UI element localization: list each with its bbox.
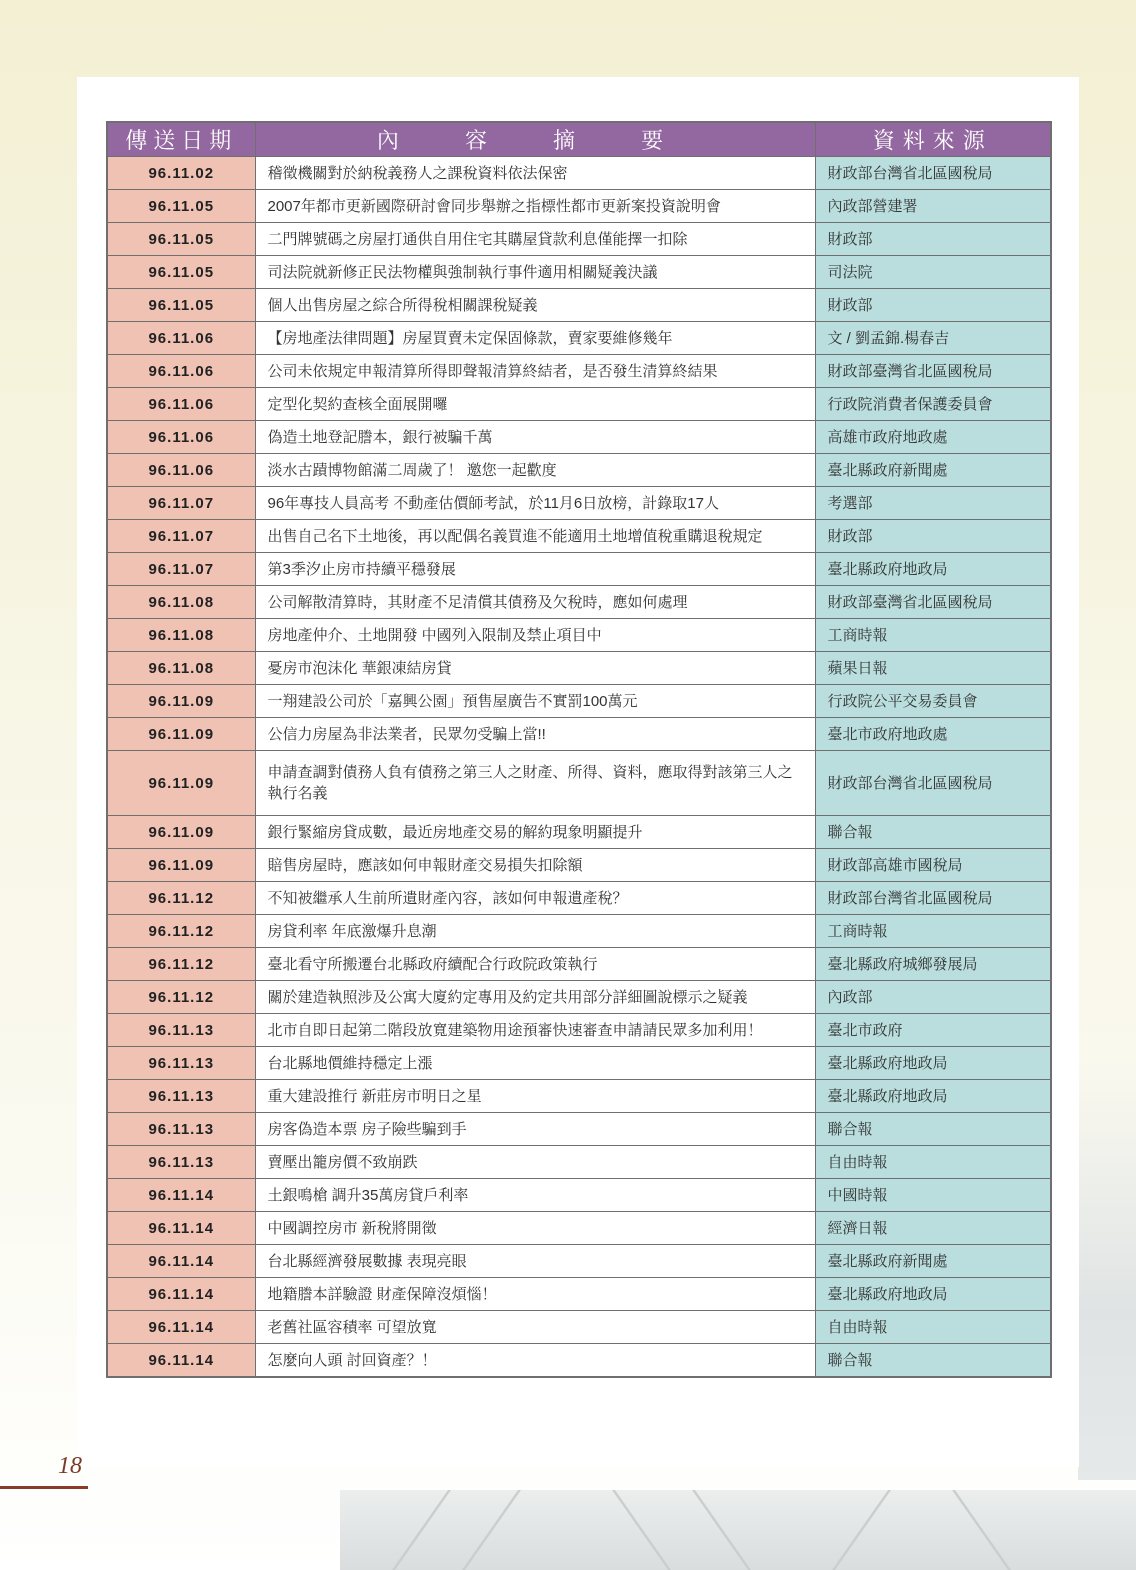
date-cell: 96.11.07 <box>107 520 255 553</box>
summary-cell: 2007年都市更新國際研討會同步舉辦之指標性都市更新案投資說明會 <box>255 190 815 223</box>
table-row <box>107 948 1051 981</box>
table-row <box>107 157 1051 190</box>
news-table <box>106 121 1052 1378</box>
source-cell: 司法院 <box>815 256 1051 289</box>
table-row <box>107 1212 1051 1245</box>
summary-cell: 中國調控房市 新稅將開徵 <box>255 1212 815 1245</box>
date-cell: 96.11.12 <box>107 882 255 915</box>
source-cell: 考選部 <box>815 487 1051 520</box>
table-row <box>107 1047 1051 1080</box>
summary-cell: 第3季汐止房市持續平穩發展 <box>255 553 815 586</box>
summary-cell: 稽徵機關對於納稅義務人之課稅資料依法保密 <box>255 157 815 190</box>
date-cell: 96.11.14 <box>107 1245 255 1278</box>
table-row <box>107 1014 1051 1047</box>
source-cell: 自由時報 <box>815 1146 1051 1179</box>
background-photo <box>340 1490 1136 1570</box>
source-cell: 臺北縣政府地政局 <box>815 1080 1051 1113</box>
summary-cell: 二門牌號碼之房屋打通供自用住宅其購屋貸款利息僅能擇一扣除 <box>255 223 815 256</box>
table-row <box>107 1113 1051 1146</box>
summary-cell: 一翔建設公司於「嘉興公園」預售屋廣告不實罰100萬元 <box>255 685 815 718</box>
date-cell: 96.11.12 <box>107 915 255 948</box>
date-cell: 96.11.06 <box>107 454 255 487</box>
source-cell: 財政部 <box>815 223 1051 256</box>
source-cell: 財政部 <box>815 289 1051 322</box>
summary-cell: 定型化契約查核全面展開囉 <box>255 388 815 421</box>
source-cell: 臺北縣政府地政局 <box>815 1047 1051 1080</box>
source-cell: 臺北縣政府新聞處 <box>815 1245 1051 1278</box>
source-cell: 自由時報 <box>815 1311 1051 1344</box>
date-cell: 96.11.13 <box>107 1146 255 1179</box>
date-cell: 96.11.13 <box>107 1113 255 1146</box>
date-cell: 96.11.06 <box>107 322 255 355</box>
table-row <box>107 1344 1051 1378</box>
source-cell: 內政部營建署 <box>815 190 1051 223</box>
table-row <box>107 322 1051 355</box>
source-cell: 財政部台灣省北區國稅局 <box>815 882 1051 915</box>
summary-cell: 公信力房屋為非法業者，民眾勿受騙上當!! <box>255 718 815 751</box>
date-cell: 96.11.14 <box>107 1311 255 1344</box>
table-row <box>107 619 1051 652</box>
date-cell: 96.11.05 <box>107 223 255 256</box>
table-row <box>107 586 1051 619</box>
table-row <box>107 1146 1051 1179</box>
date-cell: 96.11.02 <box>107 157 255 190</box>
table-row <box>107 1245 1051 1278</box>
summary-cell: 老舊社區容積率 可望放寬 <box>255 1311 815 1344</box>
table-row <box>107 256 1051 289</box>
date-cell: 96.11.14 <box>107 1344 255 1378</box>
source-cell: 財政部 <box>815 520 1051 553</box>
table-row <box>107 553 1051 586</box>
summary-cell: 96年專技人員高考 不動產估價師考試，於11月6日放榜，計錄取17人 <box>255 487 815 520</box>
date-cell: 96.11.09 <box>107 751 255 816</box>
date-cell: 96.11.08 <box>107 619 255 652</box>
date-cell: 96.11.13 <box>107 1014 255 1047</box>
summary-cell: 台北縣經濟發展數據 表現亮眼 <box>255 1245 815 1278</box>
source-cell: 內政部 <box>815 981 1051 1014</box>
source-cell: 臺北市政府地政處 <box>815 718 1051 751</box>
summary-cell: 【房地產法律問題】房屋買賣未定保固條款，賣家要維修幾年 <box>255 322 815 355</box>
summary-cell: 偽造土地登記謄本，銀行被騙千萬 <box>255 421 815 454</box>
date-cell: 96.11.14 <box>107 1179 255 1212</box>
summary-cell: 銀行緊縮房貸成數，最近房地產交易的解約現象明顯提升 <box>255 816 815 849</box>
source-cell: 財政部台灣省北區國稅局 <box>815 157 1051 190</box>
source-cell: 財政部台灣省北區國稅局 <box>815 751 1051 816</box>
source-cell: 蘋果日報 <box>815 652 1051 685</box>
source-cell: 財政部高雄市國稅局 <box>815 849 1051 882</box>
source-cell: 財政部臺灣省北區國稅局 <box>815 586 1051 619</box>
table-header-row <box>107 122 1051 157</box>
summary-cell: 個人出售房屋之綜合所得稅相關課稅疑義 <box>255 289 815 322</box>
table-row <box>107 751 1051 816</box>
table-row <box>107 388 1051 421</box>
summary-cell: 土銀鳴槍 調升35萬房貸戶利率 <box>255 1179 815 1212</box>
table-row <box>107 520 1051 553</box>
source-cell: 工商時報 <box>815 619 1051 652</box>
source-cell: 臺北縣政府新聞處 <box>815 454 1051 487</box>
date-cell: 96.11.14 <box>107 1278 255 1311</box>
table-row <box>107 454 1051 487</box>
table-row <box>107 1278 1051 1311</box>
date-cell: 96.11.07 <box>107 553 255 586</box>
date-cell: 96.11.12 <box>107 981 255 1014</box>
summary-cell: 重大建設推行 新莊房市明日之星 <box>255 1080 815 1113</box>
summary-cell: 申請查調對債務人負有債務之第三人之財產、所得、資料，應取得對該第三人之執行名義 <box>255 751 815 816</box>
date-cell: 96.11.09 <box>107 849 255 882</box>
date-cell: 96.11.06 <box>107 388 255 421</box>
date-cell: 96.11.05 <box>107 256 255 289</box>
summary-cell: 房客偽造本票 房子險些騙到手 <box>255 1113 815 1146</box>
summary-cell: 地籍謄本詳驗證 財產保障沒煩惱！ <box>255 1278 815 1311</box>
summary-cell: 臺北看守所搬遷台北縣政府續配合行政院政策執行 <box>255 948 815 981</box>
summary-cell: 北市自即日起第二階段放寬建築物用途預審快速審查申請請民眾多加利用！ <box>255 1014 815 1047</box>
date-cell: 96.11.09 <box>107 718 255 751</box>
source-cell: 行政院消費者保護委員會 <box>815 388 1051 421</box>
background-decoration <box>1078 1060 1136 1480</box>
summary-cell: 房地產仲介、土地開發 中國列入限制及禁止項目中 <box>255 619 815 652</box>
table-row <box>107 718 1051 751</box>
summary-cell: 公司解散清算時，其財產不足清償其債務及欠稅時，應如何處理 <box>255 586 815 619</box>
date-cell: 96.11.14 <box>107 1212 255 1245</box>
table-body <box>107 157 1051 1378</box>
table-row <box>107 915 1051 948</box>
table-row <box>107 849 1051 882</box>
source-cell: 中國時報 <box>815 1179 1051 1212</box>
page-number-rule <box>0 1486 88 1489</box>
summary-cell: 憂房市泡沫化 華銀凍結房貸 <box>255 652 815 685</box>
source-cell: 臺北縣政府城鄉發展局 <box>815 948 1051 981</box>
header-summary: 內 容 摘 要 <box>255 122 815 157</box>
date-cell: 96.11.13 <box>107 1047 255 1080</box>
date-cell: 96.11.12 <box>107 948 255 981</box>
table-row <box>107 652 1051 685</box>
summary-cell: 賠售房屋時，應該如何申報財產交易損失扣除額 <box>255 849 815 882</box>
table-row <box>107 1080 1051 1113</box>
summary-cell: 公司未依規定申報清算所得即聲報清算終結者，是否發生清算終結果 <box>255 355 815 388</box>
summary-cell: 司法院就新修正民法物權與強制執行事件適用相關疑義決議 <box>255 256 815 289</box>
summary-cell: 賣壓出籠房價不致崩跌 <box>255 1146 815 1179</box>
summary-cell: 不知被繼承人生前所遺財產內容，該如何申報遺產稅？ <box>255 882 815 915</box>
table-row <box>107 816 1051 849</box>
date-cell: 96.11.06 <box>107 355 255 388</box>
source-cell: 財政部臺灣省北區國稅局 <box>815 355 1051 388</box>
table-row <box>107 1179 1051 1212</box>
source-cell: 臺北縣政府地政局 <box>815 553 1051 586</box>
header-date: 傳送日期 <box>107 122 255 157</box>
table-row <box>107 421 1051 454</box>
date-cell: 96.11.13 <box>107 1080 255 1113</box>
source-cell: 臺北市政府 <box>815 1014 1051 1047</box>
summary-cell: 怎麼向人頭 討回資產？！ <box>255 1344 815 1378</box>
page-number: 18 <box>58 1453 82 1479</box>
table-row <box>107 981 1051 1014</box>
summary-cell: 淡水古蹟博物館滿二周歲了！ 邀您一起歡度 <box>255 454 815 487</box>
summary-cell: 關於建造執照涉及公寓大廈約定專用及約定共用部分詳細圖說標示之疑義 <box>255 981 815 1014</box>
summary-cell: 台北縣地價維持穩定上漲 <box>255 1047 815 1080</box>
source-cell: 聯合報 <box>815 1344 1051 1378</box>
date-cell: 96.11.08 <box>107 652 255 685</box>
source-cell: 臺北縣政府地政局 <box>815 1278 1051 1311</box>
table-row <box>107 223 1051 256</box>
table-row <box>107 685 1051 718</box>
table-row <box>107 487 1051 520</box>
source-cell: 聯合報 <box>815 1113 1051 1146</box>
source-cell: 文 / 劉孟錦.楊春吉 <box>815 322 1051 355</box>
table-row <box>107 882 1051 915</box>
header-source: 資料來源 <box>815 122 1051 157</box>
summary-cell: 房貸利率 年底激爆升息潮 <box>255 915 815 948</box>
source-cell: 經濟日報 <box>815 1212 1051 1245</box>
source-cell: 行政院公平交易委員會 <box>815 685 1051 718</box>
date-cell: 96.11.05 <box>107 289 255 322</box>
table-row <box>107 289 1051 322</box>
summary-cell: 出售自己名下土地後，再以配偶名義買進不能適用土地增值稅重購退稅規定 <box>255 520 815 553</box>
source-cell: 聯合報 <box>815 816 1051 849</box>
source-cell: 工商時報 <box>815 915 1051 948</box>
date-cell: 96.11.07 <box>107 487 255 520</box>
table-row <box>107 355 1051 388</box>
date-cell: 96.11.08 <box>107 586 255 619</box>
date-cell: 96.11.09 <box>107 816 255 849</box>
source-cell: 高雄市政府地政處 <box>815 421 1051 454</box>
date-cell: 96.11.09 <box>107 685 255 718</box>
table-row <box>107 1311 1051 1344</box>
date-cell: 96.11.05 <box>107 190 255 223</box>
table-row <box>107 190 1051 223</box>
date-cell: 96.11.06 <box>107 421 255 454</box>
